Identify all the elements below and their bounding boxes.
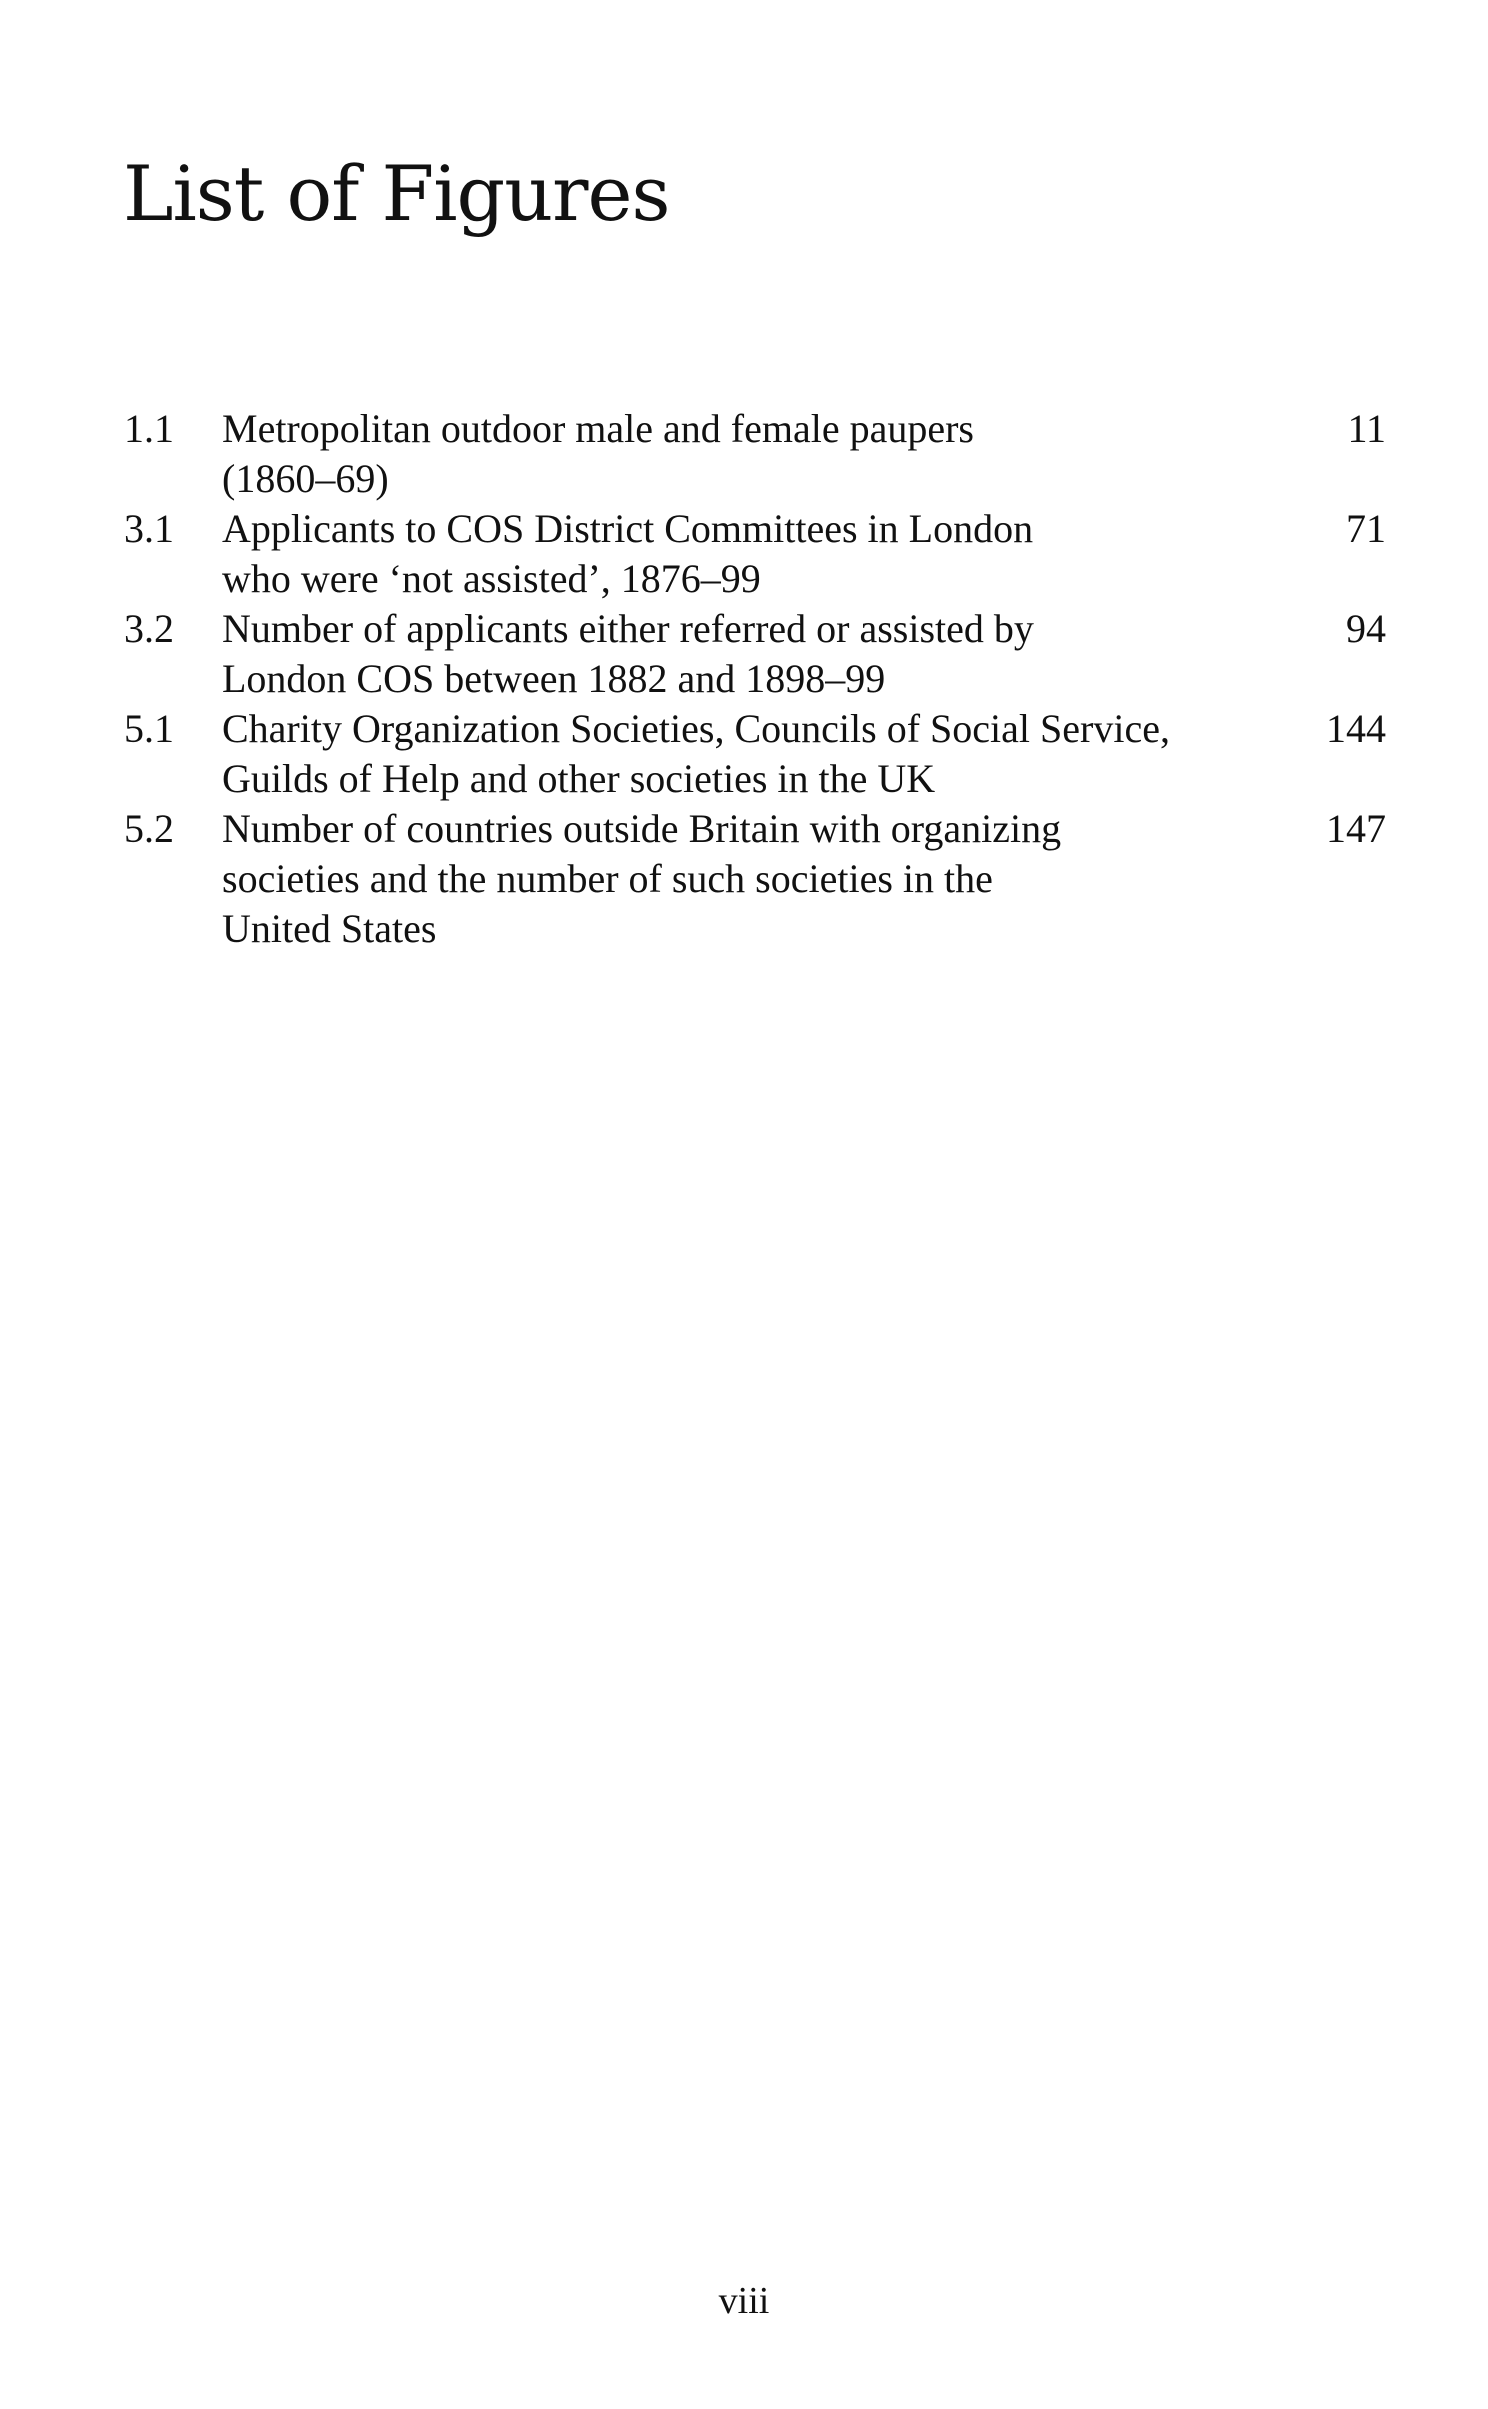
figure-title-line: Metropolitan outdoor male and female paupers: [222, 406, 974, 451]
figure-title-line: Number of applicants either referred or assisted by: [222, 606, 1034, 651]
figure-page-number: 144: [1326, 706, 1386, 751]
figure-number: 1.1: [124, 406, 174, 451]
figure-page-number: 147: [1326, 806, 1386, 851]
figure-title-line: Charity Organization Societies, Councils of Social Service,: [222, 706, 1170, 751]
figure-title: [222, 604, 1246, 704]
figure-page-number: 71: [1346, 506, 1386, 551]
figure-entry-3-2[interactable]: [124, 604, 1386, 704]
figure-title-line: societies and the number of such societies in the: [222, 856, 993, 901]
figure-entry-5-1[interactable]: [124, 704, 1386, 804]
figure-title: [222, 404, 1246, 504]
figure-title-line: who were ‘not assisted’, 1876–99: [222, 556, 761, 601]
figure-number: 3.2: [124, 606, 174, 651]
figure-page-number: 94: [1346, 606, 1386, 651]
page-title: List of Figures: [123, 149, 670, 238]
figure-number: 3.1: [124, 506, 174, 551]
figure-number: 5.1: [124, 706, 174, 751]
page-folio: viii: [718, 2280, 770, 2322]
figure-title: [222, 504, 1246, 604]
figure-title: [222, 704, 1246, 804]
figure-title-line: Guilds of Help and other societies in the UK: [222, 756, 936, 801]
figure-entry-1-1[interactable]: [124, 404, 1386, 504]
figure-number: 5.2: [124, 806, 174, 851]
figure-title-line: Number of countries outside Britain with organizing: [222, 806, 1062, 851]
figure-list: [124, 404, 1386, 954]
figure-title-line: London COS between 1882 and 1898–99: [222, 656, 886, 701]
figure-title-line: United States: [222, 906, 437, 951]
figure-title: [222, 804, 1246, 954]
figure-entry-5-2[interactable]: [124, 804, 1386, 954]
figure-page-number: 11: [1347, 406, 1386, 451]
figure-title-line: (1860–69): [222, 456, 389, 501]
figure-entry-3-1[interactable]: [124, 504, 1386, 604]
figure-title-line: Applicants to COS District Committees in London: [222, 506, 1034, 551]
